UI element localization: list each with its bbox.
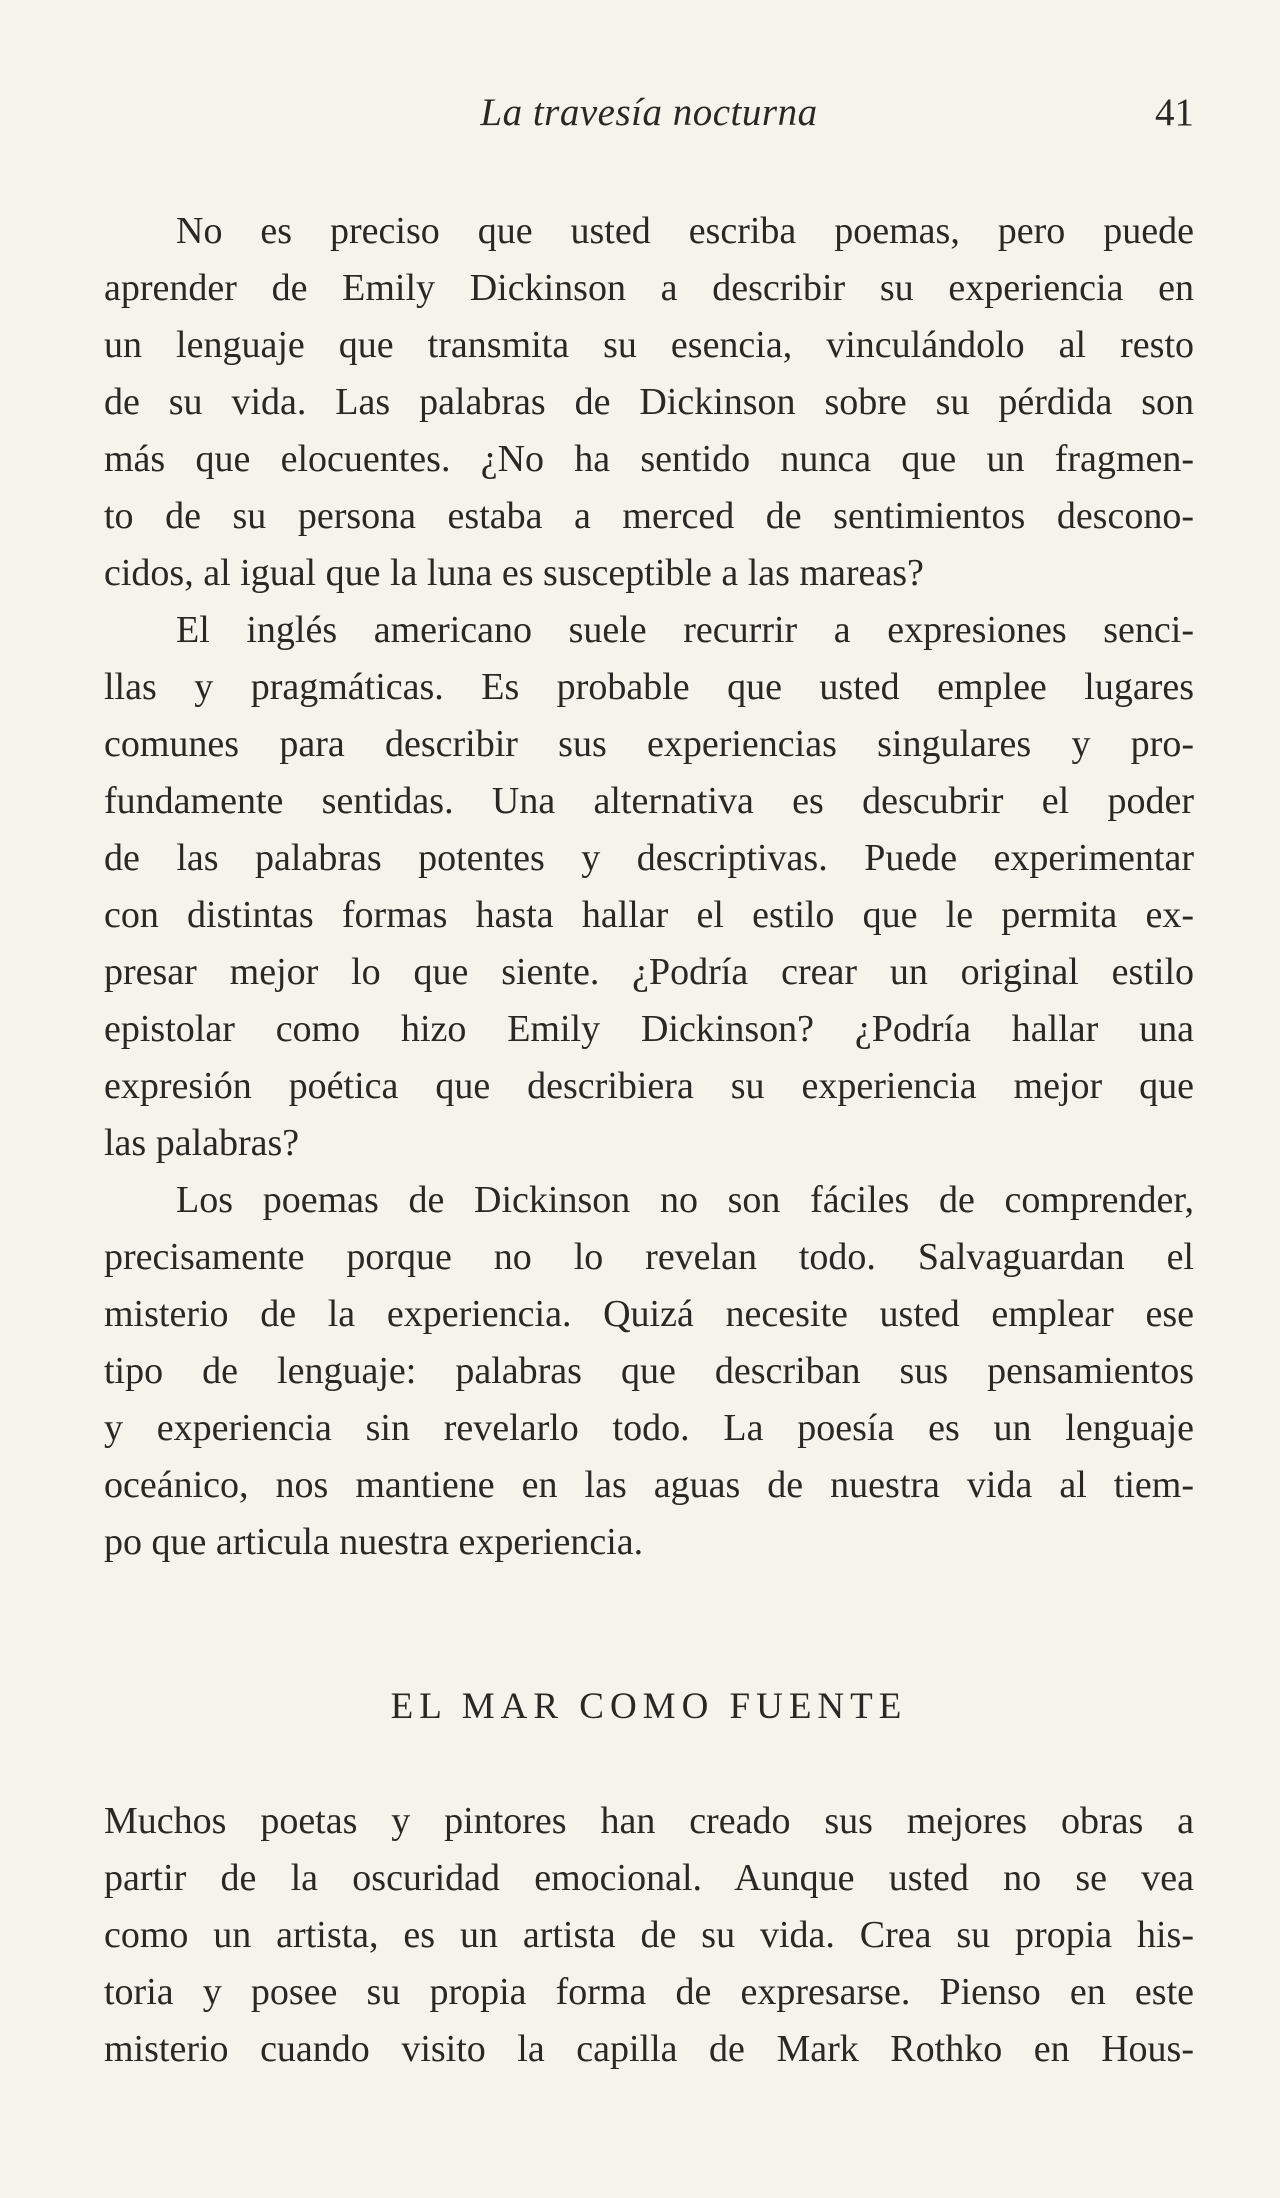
paragraph-2-line-10: las palabras? — [104, 1122, 300, 1164]
paragraph-1-line-3: un lenguaje que transmita su esencia, vinculándolo al resto — [104, 324, 1194, 366]
paragraph-1-line-2: aprender de Emily Dickinson a describir su experiencia en — [104, 267, 1194, 309]
paragraph-3-line-2: precisamente porque no lo revelan todo. Salvaguardan el — [104, 1236, 1194, 1278]
section-line-2: partir de la oscuridad emocional. Aunque usted no se vea — [104, 1857, 1194, 1899]
paragraph-3-line-7: po que articula nuestra experiencia. — [104, 1521, 644, 1563]
paragraph-3-line-3: misterio de la experiencia. Quizá necesite usted emplear ese — [104, 1293, 1194, 1335]
paragraph-2-line-5: de las palabras potentes y descriptivas. Puede experimentar — [104, 837, 1194, 879]
body-text — [104, 203, 1194, 1571]
running-title: La travesía nocturna — [480, 91, 818, 134]
section-line-3: como un artista, es un artista de su vida. Crea su propia his- — [104, 1914, 1194, 1956]
paragraph-2-line-9: expresión poética que describiera su experiencia mejor que — [104, 1065, 1194, 1107]
paragraph-1-line-5: más que elocuentes. ¿No ha sentido nunca que un fragmen- — [104, 438, 1194, 480]
paragraph-3-line-4: tipo de lenguaje: palabras que describan sus pensamientos — [104, 1350, 1194, 1392]
paragraph-2-line-8: epistolar como hizo Emily Dickinson? ¿Podría hallar una — [104, 1008, 1194, 1050]
paragraph-3-line-6: oceánico, nos mantiene en las aguas de nuestra vida al tiem- — [104, 1464, 1194, 1506]
section-line-1: Muchos poetas y pintores han creado sus mejores obras a — [104, 1800, 1194, 1842]
paragraph-2-line-1: El inglés americano suele recurrir a expresiones senci- — [176, 609, 1194, 651]
paragraph-2-line-7: presar mejor lo que siente. ¿Podría crear un original estilo — [104, 951, 1194, 993]
paragraph-2-line-4: fundamente sentidas. Una alternativa es descubrir el poder — [104, 780, 1194, 822]
paragraph-2-line-2: llas y pragmáticas. Es probable que usted emplee lugares — [104, 666, 1194, 708]
section-line-4: toria y posee su propia forma de expresarse. Pienso en este — [104, 1971, 1194, 2013]
page-number: 41 — [1155, 91, 1194, 134]
section-body-text — [104, 1793, 1194, 2078]
paragraph-1-line-7: cidos, al igual que la luna es susceptible a las mareas? — [104, 552, 924, 594]
paragraph-2-line-3: comunes para describir sus experiencias singulares y pro- — [104, 723, 1194, 765]
paragraph-1-line-4: de su vida. Las palabras de Dickinson sobre su pérdida son — [104, 381, 1194, 423]
paragraph-3-line-1: Los poemas de Dickinson no son fáciles de comprender, — [176, 1179, 1194, 1221]
paragraph-1-line-1: No es preciso que usted escriba poemas, pero puede — [176, 210, 1194, 252]
running-head — [104, 88, 1194, 138]
paragraph-2-line-6: con distintas formas hasta hallar el estilo que le permita ex- — [104, 894, 1194, 936]
paragraph-3-line-5: y experiencia sin revelarlo todo. La poesía es un lenguaje — [104, 1407, 1194, 1449]
section-heading: EL MAR COMO FUENTE — [390, 1686, 908, 1727]
paragraph-1-line-6: to de su persona estaba a merced de sentimientos descono- — [104, 495, 1194, 537]
section-line-5: misterio cuando visito la capilla de Mark Rothko en Hous- — [104, 2028, 1194, 2070]
